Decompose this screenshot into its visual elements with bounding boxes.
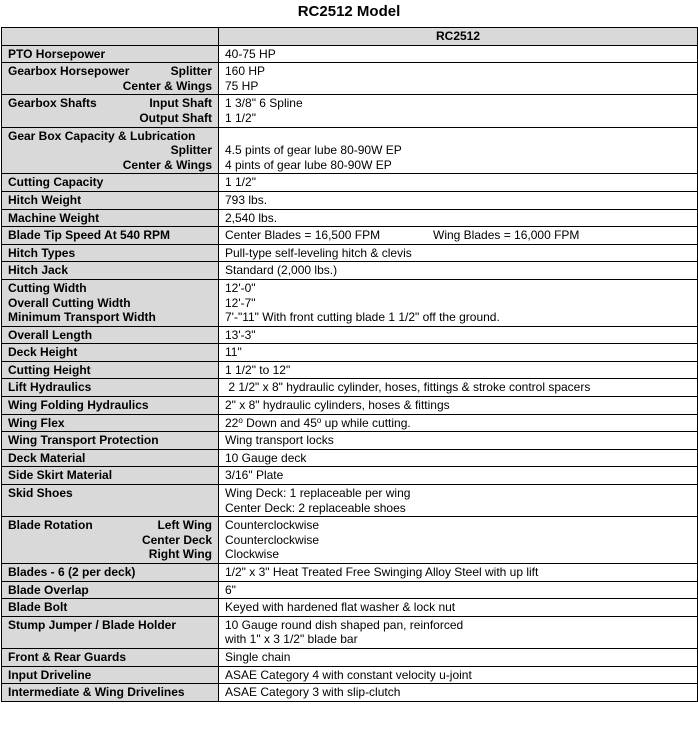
row-value: 1 3/8" 6 Spline <box>225 96 303 111</box>
row-label: Lift Hydraulics <box>2 379 219 397</box>
row-value: 2" x 8" hydraulic cylinders, hoses & fittings <box>219 397 698 415</box>
row-value: ASAE Category 3 with slip-clutch <box>219 684 698 702</box>
table-row <box>2 414 698 432</box>
table-row <box>2 326 698 344</box>
row-label: Stump Jumper / Blade Holder <box>2 616 219 648</box>
row-value: Center Deck: 2 replaceable shoes <box>225 500 406 515</box>
table-row <box>2 279 698 326</box>
row-value: 75 HP <box>225 78 259 93</box>
row-value: Wing Deck: 1 replaceable per wing <box>225 486 411 501</box>
row-value: Wing transport locks <box>219 432 698 450</box>
row-value: 1/2" x 3" Heat Treated Free Swinging Alloy Steel with up lift <box>219 564 698 582</box>
row-label: Hitch Jack <box>2 262 219 280</box>
row-label: Intermediate & Wing Drivelines <box>2 684 219 702</box>
row-sublabel: Center & Wings <box>122 157 212 172</box>
row-value: 3/16" Plate <box>219 467 698 485</box>
row-label: Minimum Transport Width <box>8 310 156 325</box>
row-sublabel: Center Deck <box>141 532 212 547</box>
table-row <box>2 63 698 95</box>
spec-table <box>1 27 698 702</box>
row-sublabel: Left Wing <box>157 518 212 533</box>
row-label: PTO Horsepower <box>2 45 219 63</box>
row-sublabel: Center & Wings <box>122 78 212 93</box>
table-row <box>2 467 698 485</box>
row-value: 11" <box>219 344 698 362</box>
row-label: Deck Height <box>2 344 219 362</box>
table-row <box>2 174 698 192</box>
row-value: 6" <box>219 581 698 599</box>
row-label: Front & Rear Guards <box>2 648 219 666</box>
row-value: Keyed with hardened flat washer & lock nut <box>219 599 698 617</box>
row-value: 1 1/2" <box>225 110 256 125</box>
row-label: Gearbox Horsepower <box>8 64 130 79</box>
row-sublabel: Splitter <box>170 143 212 158</box>
row-sublabel: Output Shaft <box>139 110 212 125</box>
row-label: Machine Weight <box>2 209 219 227</box>
row-label: Cutting Height <box>2 361 219 379</box>
table-row <box>2 262 698 280</box>
row-value: 22$^o$ Down and 45$^o$ up while cutting. <box>219 414 698 432</box>
table-row <box>2 648 698 666</box>
table-row <box>2 191 698 209</box>
table-row <box>2 485 698 517</box>
row-label: Blades - 6 (2 per deck) <box>2 564 219 582</box>
row-label: Wing Flex <box>2 414 219 432</box>
row-value: 12'-7" <box>225 295 256 310</box>
row-value: 12'-0" <box>225 280 256 295</box>
row-value: Center Blades = 16,500 FPM <box>225 228 381 243</box>
row-label: Hitch Weight <box>2 191 219 209</box>
row-value: Single chain <box>219 648 698 666</box>
table-row <box>2 616 698 648</box>
row-value: 793 lbs. <box>219 191 698 209</box>
row-label: Gear Box Capacity & Lubrication <box>8 128 196 143</box>
row-value: Clockwise <box>225 547 280 562</box>
row-label: Blade Tip Speed At 540 RPM <box>2 227 219 245</box>
row-value: ASAE Category 4 with constant velocity u-joint <box>219 666 698 684</box>
row-value: Standard (2,000 lbs.) <box>219 262 698 280</box>
row-label: Wing Transport Protection <box>2 432 219 450</box>
table-header-row <box>2 28 698 46</box>
row-value: 4 pints of gear lube 80-90W EP <box>225 157 392 172</box>
row-label: Skid Shoes <box>2 485 219 517</box>
row-value: 2,540 lbs. <box>219 209 698 227</box>
row-label: Input Driveline <box>2 666 219 684</box>
row-value: 13'-3" <box>219 326 698 344</box>
row-value: 4.5 pints of gear lube 80-90W EP <box>225 143 402 158</box>
row-label: Cutting Capacity <box>2 174 219 192</box>
table-row <box>2 517 698 564</box>
row-value: with 1" x 3 1/2" blade bar <box>225 632 358 647</box>
row-label: Side Skirt Material <box>2 467 219 485</box>
table-row <box>2 244 698 262</box>
row-value: Counterclockwise <box>225 518 320 533</box>
row-value: 160 HP <box>225 64 266 79</box>
row-value: 7'-"11" With front cutting blade 1 1/2" off the ground. <box>225 310 500 325</box>
degree-symbol: o <box>238 415 243 425</box>
table-row <box>2 432 698 450</box>
row-label: Wing Folding Hydraulics <box>2 397 219 415</box>
row-value: 10 Gauge round dish shaped pan, reinforced <box>225 617 464 632</box>
row-value: Counterclockwise <box>225 532 320 547</box>
table-row <box>2 684 698 702</box>
row-label: Deck Material <box>2 449 219 467</box>
table-row <box>2 397 698 415</box>
row-label: Blade Bolt <box>2 599 219 617</box>
row-label: Blade Overlap <box>2 581 219 599</box>
row-value: 1 1/2" to 12" <box>219 361 698 379</box>
row-value: 40-75 HP <box>219 45 698 63</box>
table-row <box>2 45 698 63</box>
row-value: 10 Gauge deck <box>219 449 698 467</box>
model-header: RC2512 <box>219 28 698 46</box>
table-row <box>2 127 698 174</box>
table-row <box>2 379 698 397</box>
row-label: Blade Rotation <box>8 518 93 533</box>
table-row <box>2 344 698 362</box>
table-row <box>2 209 698 227</box>
table-row <box>2 599 698 617</box>
row-label: Overall Length <box>2 326 219 344</box>
row-label: Gearbox Shafts <box>8 96 97 111</box>
row-sublabel: Input Shaft <box>149 96 212 111</box>
degree-symbol: o <box>316 415 322 425</box>
table-row <box>2 666 698 684</box>
row-value: Wing Blades = 16,000 FPM <box>433 228 580 243</box>
row-sublabel: Splitter <box>170 64 212 79</box>
row-value: Pull-type self-leveling hitch & clevis <box>219 244 698 262</box>
table-row <box>2 449 698 467</box>
row-label: Hitch Types <box>2 244 219 262</box>
row-label: Overall Cutting Width <box>8 295 131 310</box>
page-title: RC2512 Model <box>297 3 401 20</box>
row-sublabel: Right Wing <box>148 547 212 562</box>
row-value: 2 1/2" x 8" hydraulic cylinder, hoses, fittings & stroke control spacers <box>219 379 698 397</box>
table-row <box>2 564 698 582</box>
row-label: Cutting Width <box>8 280 87 295</box>
table-row <box>2 581 698 599</box>
row-value: 1 1/2" <box>219 174 698 192</box>
table-row <box>2 227 698 245</box>
header-blank-cell <box>2 28 219 46</box>
table-row <box>2 95 698 127</box>
table-row <box>2 361 698 379</box>
